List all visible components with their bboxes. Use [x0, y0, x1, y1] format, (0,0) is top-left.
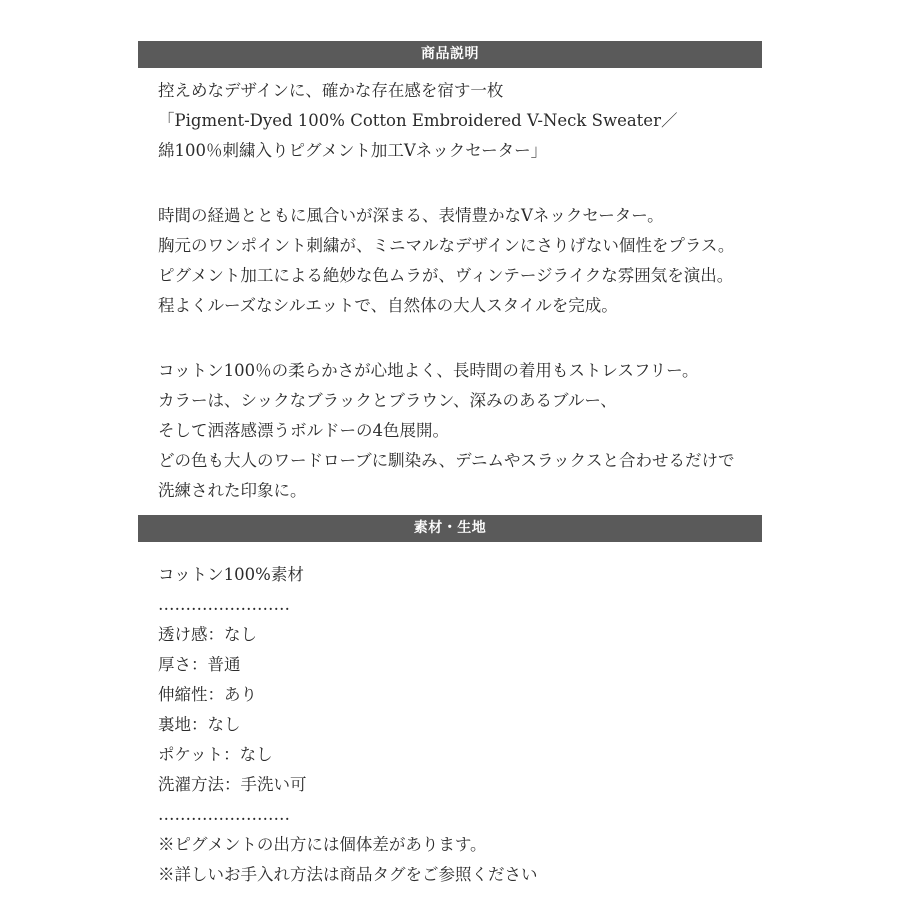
description-line: そして洒落感漂うボルドーの4色展開。 — [158, 421, 449, 440]
material-line: コットン100%素材 — [158, 565, 304, 584]
description-line: 時間の経過とともに風合いが深まる、表情豊かなVネックセーター。 — [158, 206, 664, 225]
spec-thickness: 厚さ：普通 — [158, 655, 241, 674]
spec-see-through: 透け感：なし — [158, 625, 257, 644]
description-line: 胸元のワンポイント刺繍が、ミニマルなデザインにさりげない個性をプラス。 — [158, 236, 735, 255]
description-line: 「Pigment-Dyed 100% Cotton Embroidered V-Neck Sweater／ — [158, 111, 678, 130]
description-body — [158, 76, 758, 506]
spec-pocket: ポケット：なし — [158, 745, 273, 764]
description-line: 洗練された印象に。 — [158, 481, 307, 500]
spec-washing: 洗濯方法：手洗い可 — [158, 775, 307, 794]
dotted-divider: …………………… — [158, 805, 290, 824]
description-line: コットン100％の柔らかさが心地よく、長時間の着用もストレスフリー。 — [158, 361, 699, 380]
description-line: ピグメント加工による絶妙な色ムラが、ヴィンテージライクな雰囲気を演出。 — [158, 266, 734, 285]
description-line: どの色も大人のワードローブに馴染み、デニムやスラックスと合わせるだけで — [158, 451, 735, 470]
dotted-divider: …………………… — [158, 595, 290, 614]
note-pigment: ※ピグメントの出方には個体差があります。 — [158, 835, 487, 854]
section-header-material: 素材・生地 — [138, 515, 762, 542]
description-line: 控えめなデザインに、確かな存在感を宿す一枚 — [158, 81, 504, 100]
description-line: 程よくルーズなシルエットで、自然体の大人スタイルを完成。 — [158, 296, 618, 315]
section-header-description: 商品説明 — [138, 41, 762, 68]
description-line: カラーは、シックなブラックとブラウン、深みのあるブルー、 — [158, 391, 617, 410]
spec-stretch: 伸縮性：あり — [158, 685, 257, 704]
note-care: ※詳しいお手入れ方法は商品タグをご参照ください — [158, 865, 538, 884]
description-line: 綿100％刺繍入りピグメント加工Vネックセーター」 — [158, 141, 548, 160]
spec-lining: 裏地：なし — [158, 715, 241, 734]
material-body — [158, 560, 758, 890]
